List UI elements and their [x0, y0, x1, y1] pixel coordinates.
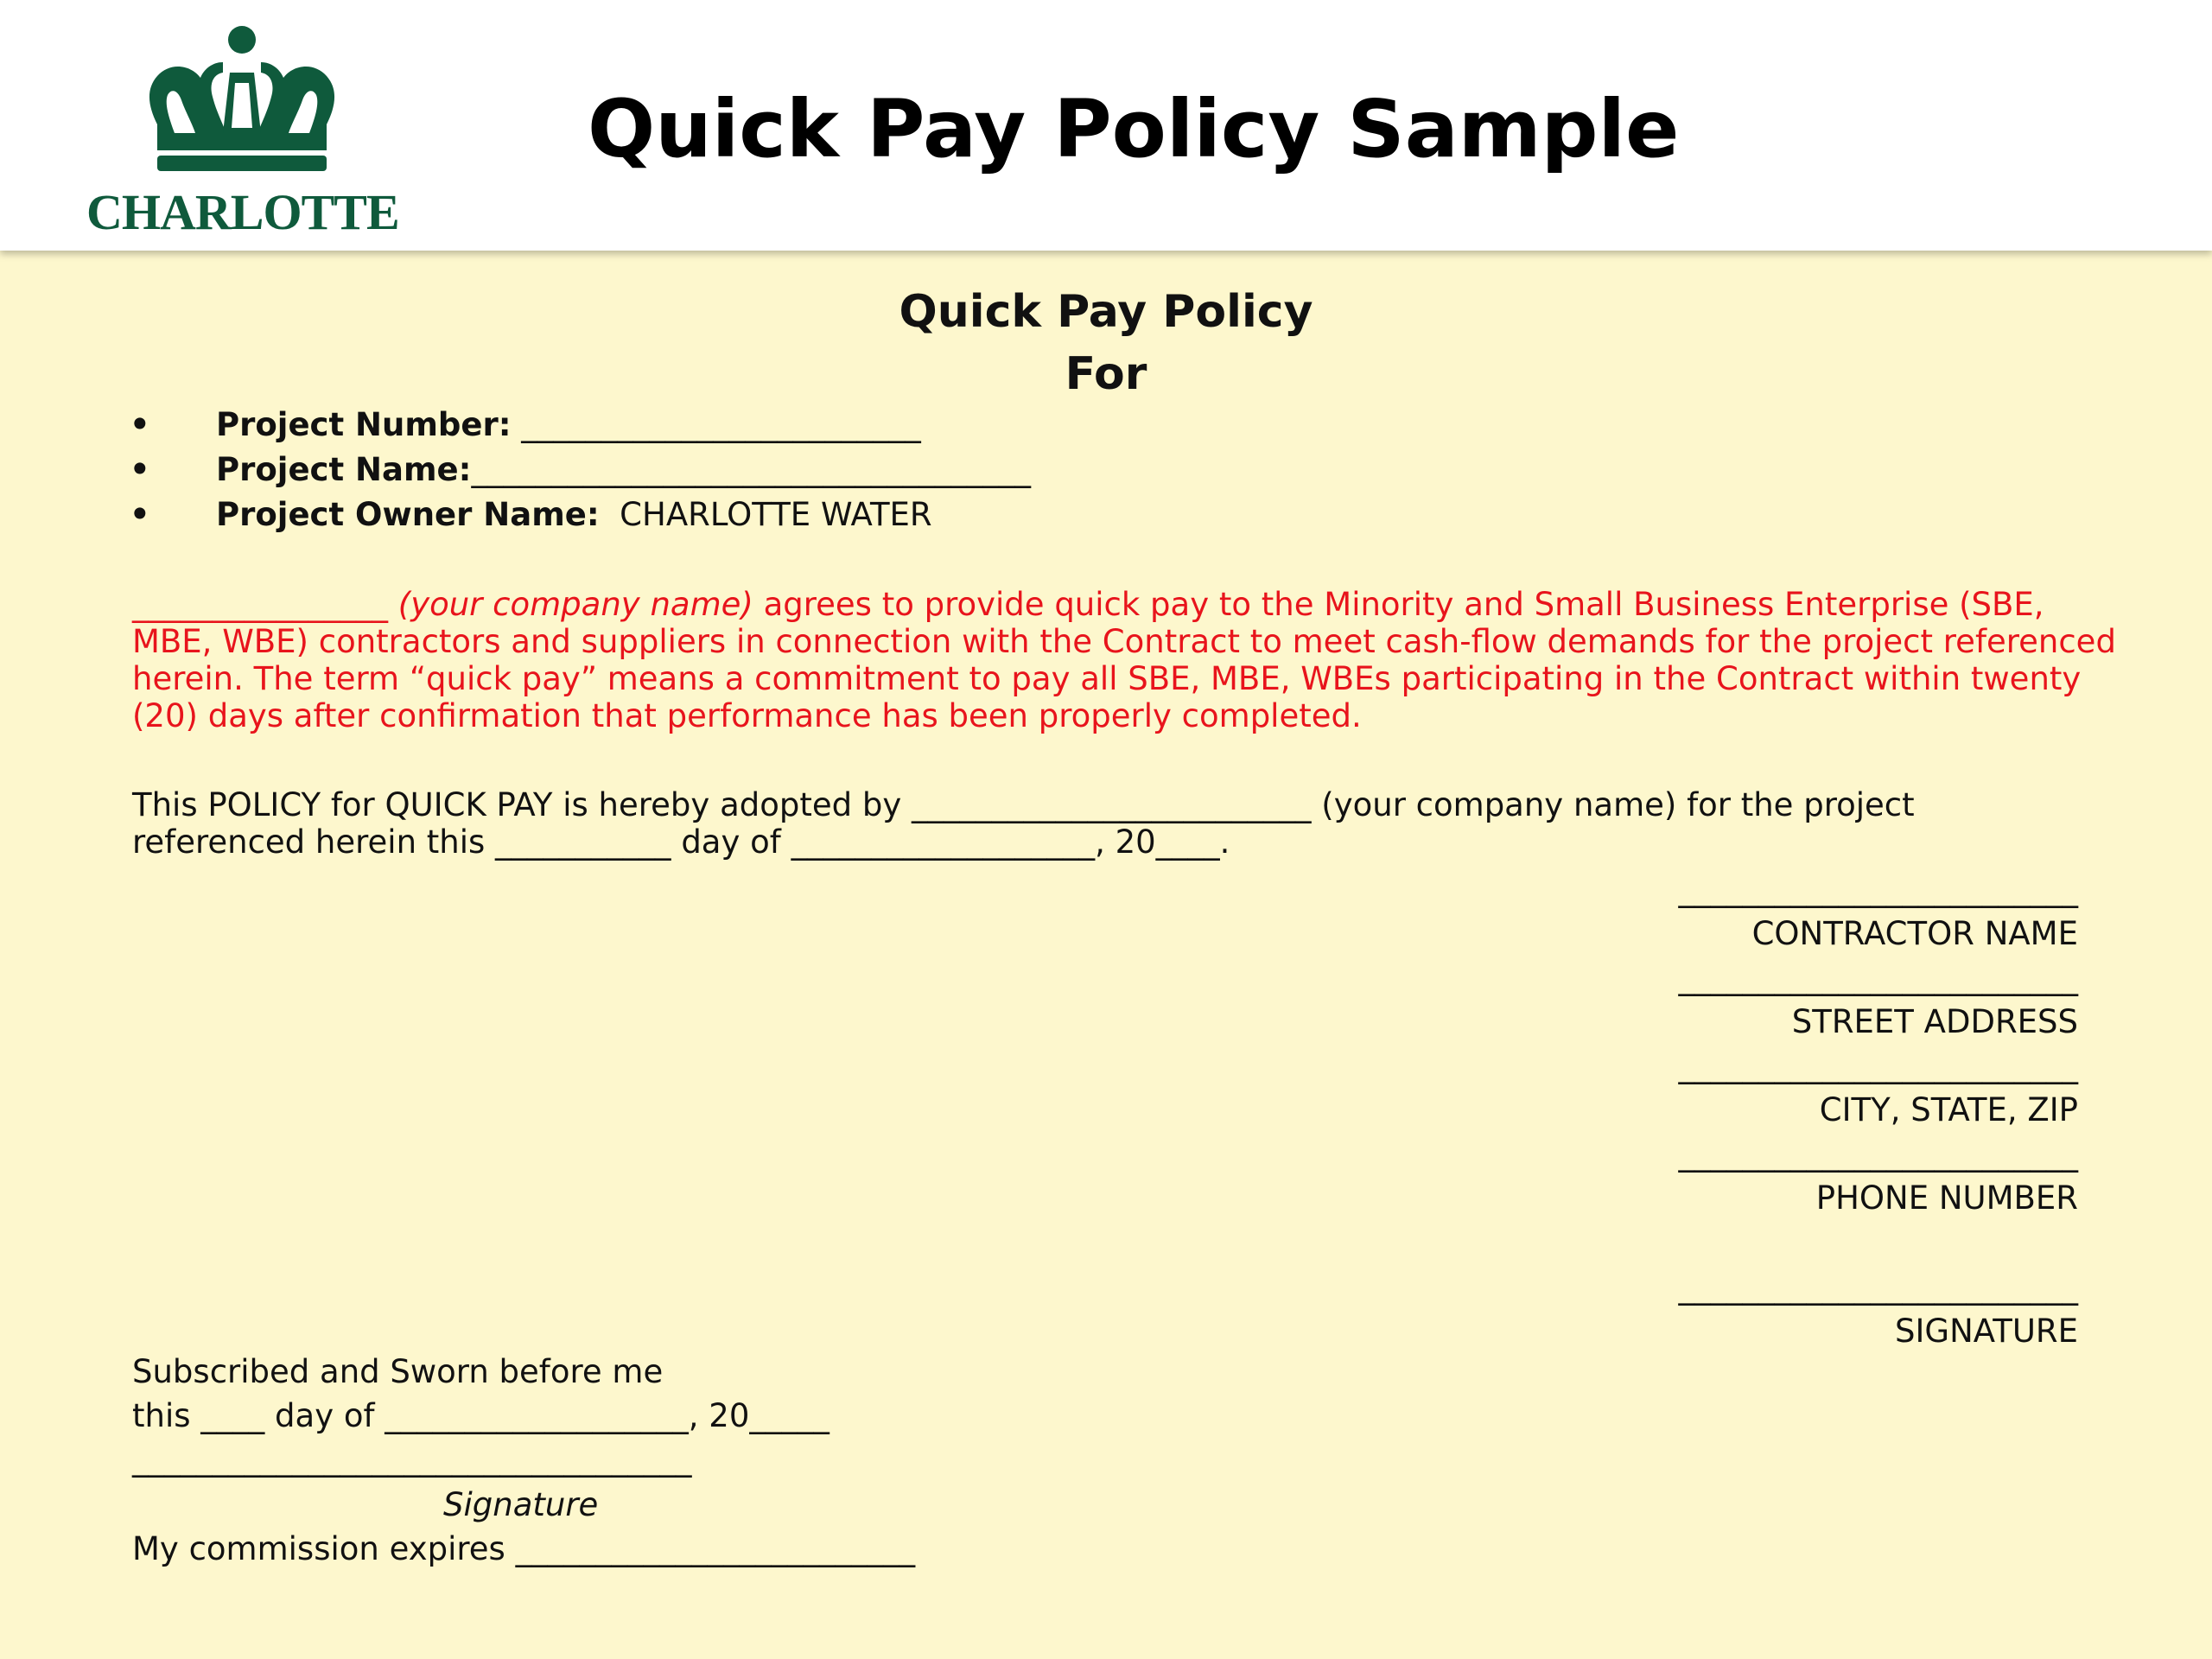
- page-title: Quick Pay Policy Sample: [588, 83, 1680, 175]
- signature-field-contractor-name: [1679, 871, 2079, 952]
- agreement-line1: [132, 586, 2085, 623]
- document-title-line1: Quick Pay Policy: [899, 286, 1313, 338]
- field-value: ___________________________________: [471, 451, 1031, 488]
- signature-label: STREET ADDRESS: [1791, 1003, 2078, 1040]
- signature-field-phone-number: [1679, 1135, 2079, 1217]
- field-label: Project Number:: [216, 406, 512, 443]
- bullet: •: [130, 406, 150, 443]
- notary-line2: this ____ day of ___________________, 20_____: [132, 1397, 830, 1434]
- adoption-line1: This POLICY for QUICK PAY is hereby adopted by _________________________ (your company name) for the project: [132, 786, 1915, 823]
- field-label: Project Name:: [216, 451, 472, 488]
- notary-signature-label: Signature: [443, 1486, 599, 1523]
- signature-field-signature: [1679, 1268, 2079, 1350]
- notary-line1: Subscribed and Sworn before me: [132, 1353, 664, 1390]
- signature-line: _________________________: [1678, 1268, 2078, 1306]
- signature-field-street-address: [1679, 959, 2079, 1040]
- company-blank: ________________: [132, 586, 388, 623]
- signature-label: CITY, STATE, ZIP: [1819, 1091, 2078, 1128]
- charlotte-logo: [86, 21, 399, 240]
- adoption-line2: referenced herein this ___________ day of ___________________, 20____.: [132, 823, 1230, 861]
- signature-field-city-state-zip: [1679, 1047, 2079, 1128]
- document-title-line2: For: [1065, 348, 1147, 400]
- signature-line: _________________________: [1678, 959, 2078, 996]
- field-value: _________________________: [511, 406, 921, 443]
- signature-label: SIGNATURE: [1895, 1313, 2078, 1350]
- signature-label: PHONE NUMBER: [1815, 1179, 2078, 1217]
- agreement-line2: MBE, WBE) contractors and suppliers in connection with the Contract to meet cash-flow demands for the project referenced: [132, 623, 2116, 660]
- company-hint: (your company name): [397, 586, 753, 623]
- bullet: •: [130, 496, 150, 533]
- field-value: CHARLOTTE WATER: [599, 496, 932, 533]
- commission-expires: My commission expires _________________________: [132, 1530, 916, 1567]
- signature-label: CONTRACTOR NAME: [1751, 915, 2078, 952]
- notary-signature-line: ___________________________________: [132, 1440, 692, 1478]
- agreement-line3: herein. The term “quick pay” means a commitment to pay all SBE, MBE, WBEs participating in the Contract within twenty: [132, 660, 2082, 697]
- adoption-paragraph: [132, 786, 1915, 861]
- field-label: Project Owner Name:: [216, 496, 600, 533]
- bullet: •: [130, 451, 150, 488]
- document-title: [0, 281, 2212, 405]
- signature-line: _________________________: [1678, 1047, 2078, 1084]
- logo-text: CHARLOTTE: [86, 184, 399, 240]
- signature-line: _________________________: [1678, 871, 2078, 908]
- agreement-paragraph: [132, 586, 2116, 734]
- agreement-line4: (20) days after confirmation that performance has been properly completed.: [132, 697, 1362, 734]
- signature-line: _________________________: [1678, 1135, 2078, 1173]
- crown-icon: [140, 21, 344, 176]
- agreement-line1-rest: agrees to provide quick pay to the Minority and Small Business Enterprise (SBE,: [753, 586, 2044, 623]
- header: [0, 0, 2212, 251]
